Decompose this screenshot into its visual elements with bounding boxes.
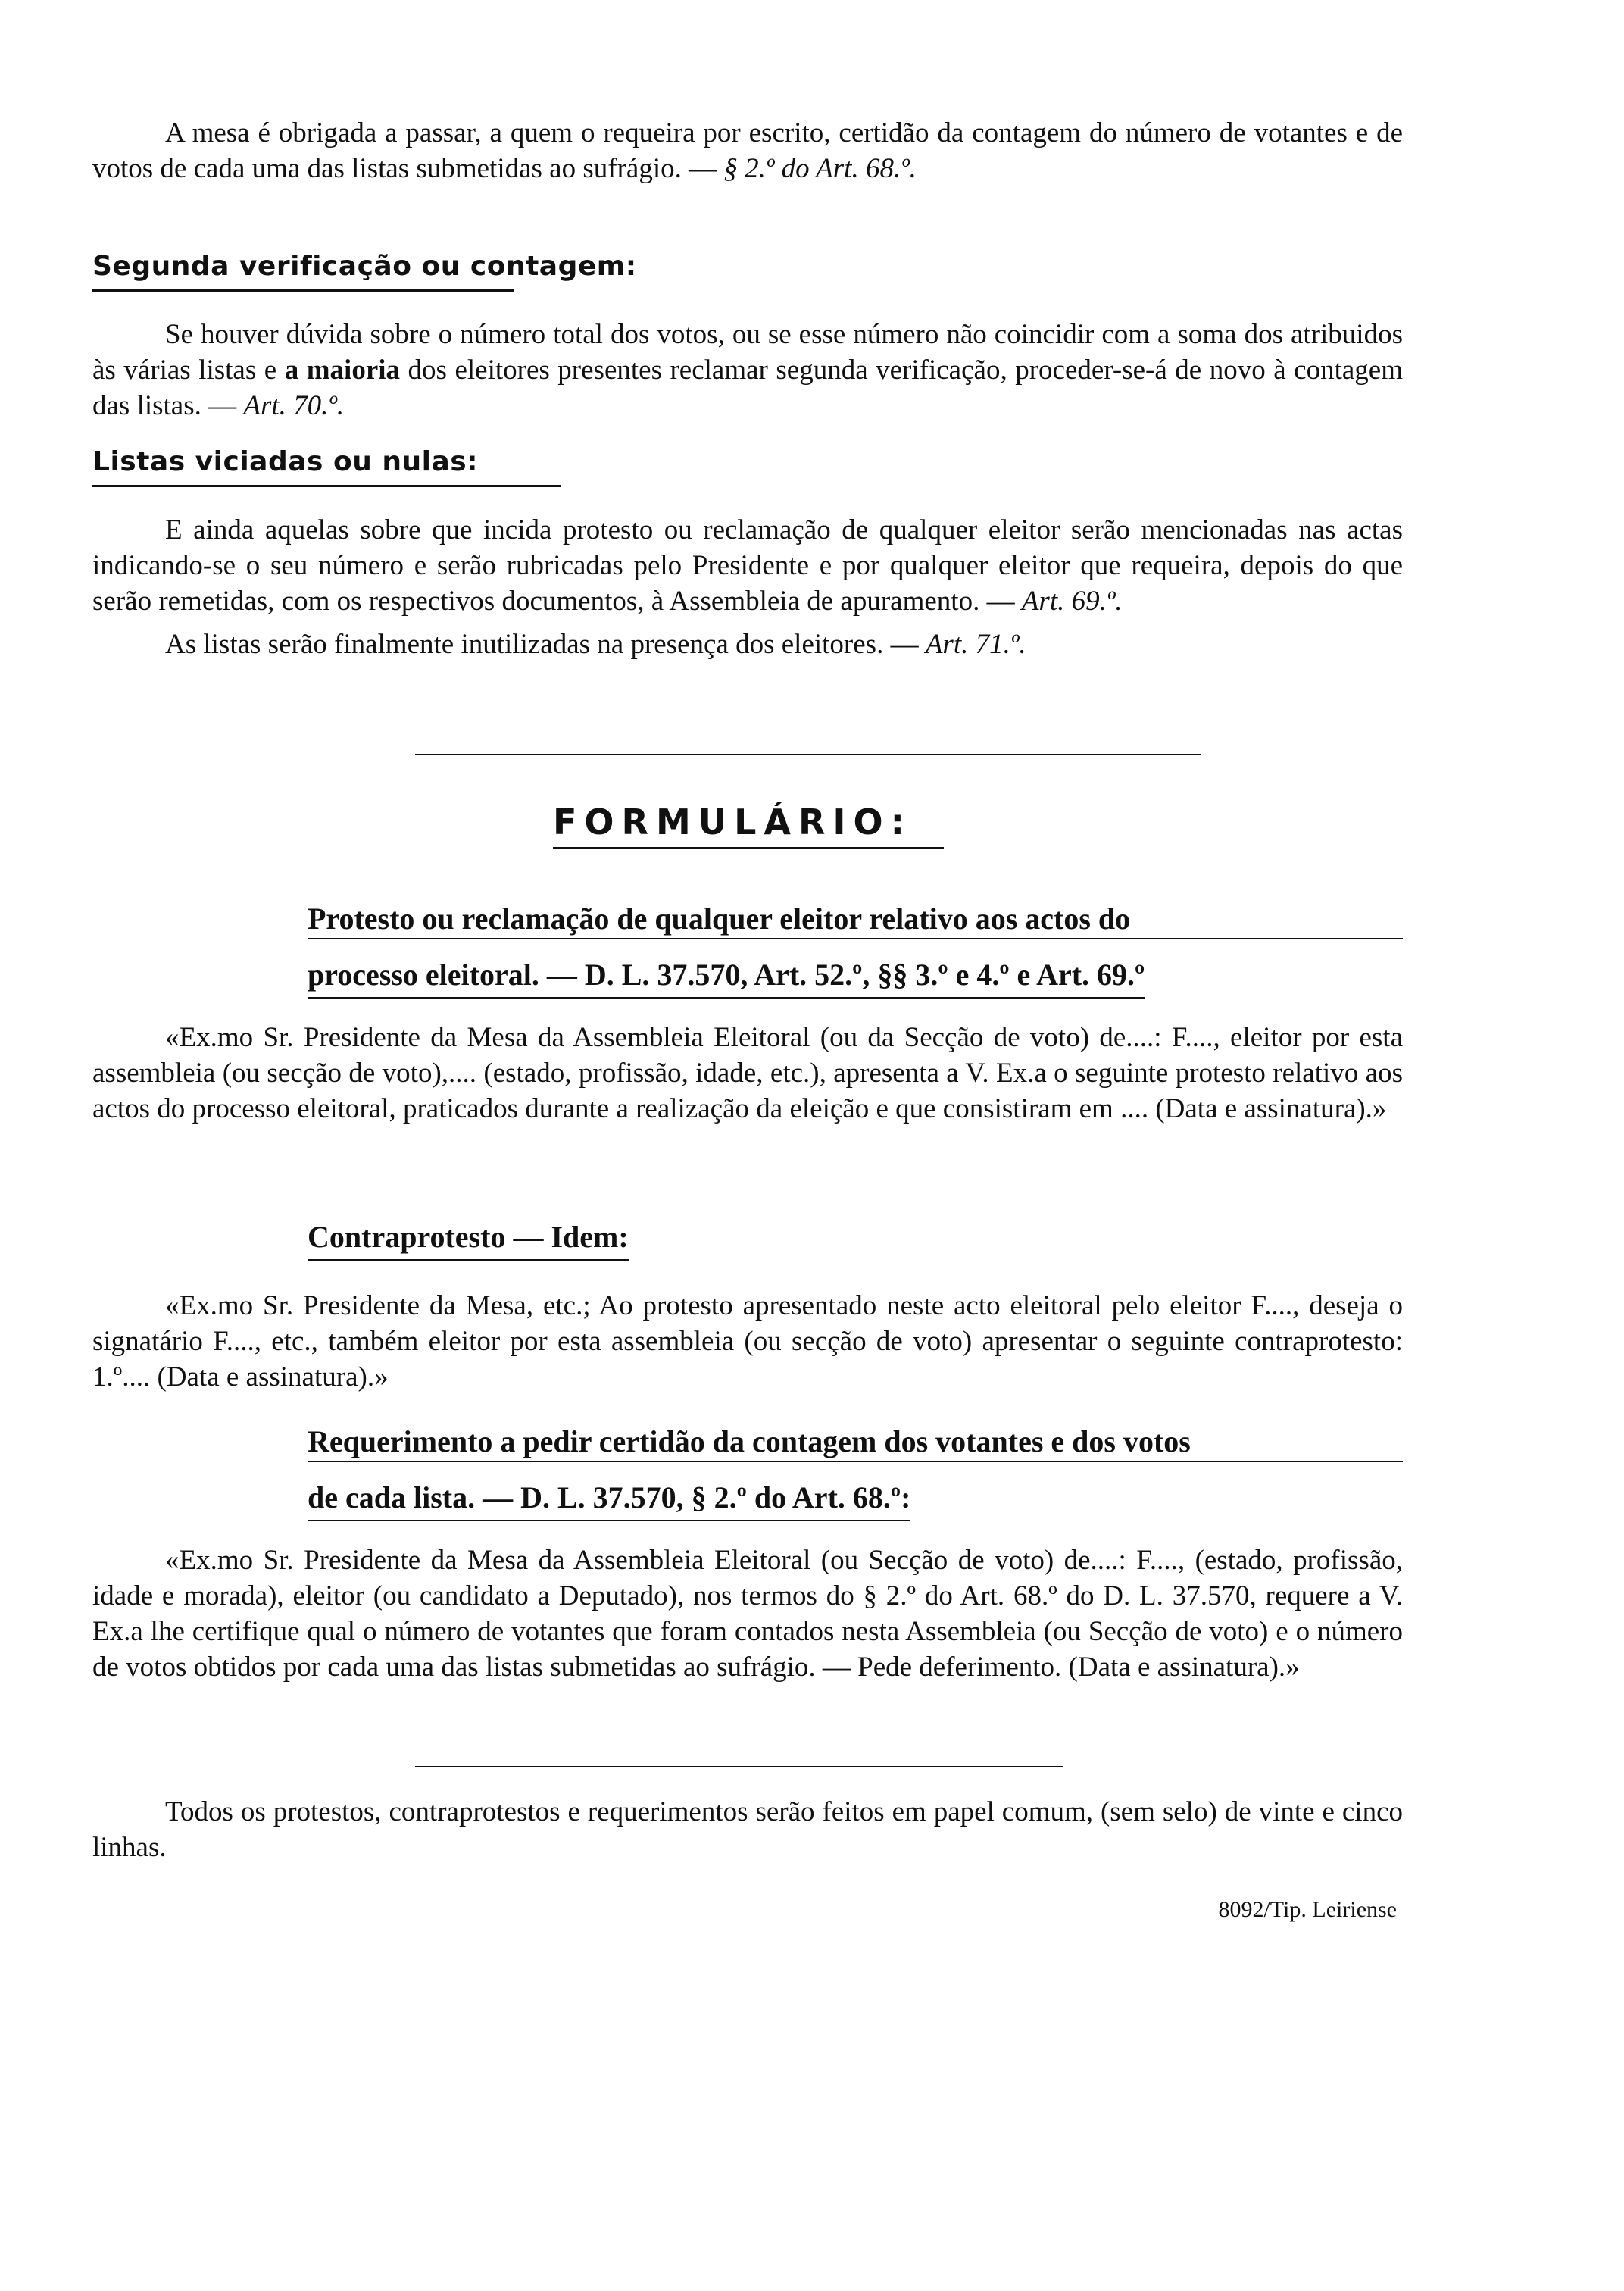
protesto-heading-line-1: Protesto ou reclamação de qualquer eleitor relativo aos actos do [308, 900, 1403, 939]
requerimento-heading [308, 1423, 1403, 1538]
contraprotesto-heading [308, 1218, 1403, 1277]
requerimento-paragraph [92, 1542, 1403, 1685]
separator-rule [415, 1766, 1063, 1767]
segunda-text-bold: a maioria [284, 355, 401, 386]
segunda-text-a: Se houver dúvida sobre o número total dos votos, ou se esse número não coincidir com a soma dos atribuidos às várias listas e [92, 319, 1403, 386]
heading-underline [92, 289, 514, 292]
listas-reference: Art. 69.º. [1021, 586, 1123, 617]
listas-inutilizadas-reference: Art. 71.º. [925, 629, 1026, 660]
printer-imprint: 8092/Tip. Leiriense [1218, 1897, 1397, 1922]
intro-reference: § 2.º do Art. 68.º. [723, 153, 917, 184]
requerimento-heading-line-1: Requerimento a pedir certidão da contagem dos votantes e dos votos [308, 1423, 1403, 1462]
protesto-heading [308, 900, 1403, 1015]
formulario-title: FORMULÁRIO: [553, 802, 913, 842]
contraprotesto-paragraph [92, 1288, 1403, 1395]
closing-paragraph [92, 1794, 1403, 1865]
requerimento-heading-line-2: de cada lista. — D. L. 37.570, § 2.º do Art. 68.º: [308, 1479, 910, 1521]
protesto-heading-line-2: processo eleitoral. — D. L. 37.570, Art. 52.º, §§ 3.º e 4.º e Art. 69.º [308, 956, 1145, 999]
protesto-paragraph [92, 1020, 1403, 1127]
listas-viciadas-paragraph [92, 512, 1403, 662]
listas-inutilizadas-text: As listas serão finalmente inutilizadas na presença dos eleitores. — [165, 629, 919, 660]
segunda-verificacao-paragraph [92, 317, 1403, 424]
segunda-text-b: dos eleitores presentes reclamar segunda verificação, proceder-se-á de novo à contagem das listas. — [92, 355, 1403, 421]
contraprotesto-text: «Ex.mo Sr. Presidente da Mesa, etc.; Ao protesto apresentado neste acto eleitoral pelo eleitor F...., deseja o signatário F...., etc., também eleitor por esta assembleia (ou secção de voto) apresentar o seguinte contraprotesto: 1.º.... (Data e assinatura).» [92, 1290, 1403, 1392]
heading-listas-viciadas: Listas viciadas ou nulas: [92, 446, 479, 477]
separator-rule [415, 754, 1201, 755]
intro-text: A mesa é obrigada a passar, a quem o requeira por escrito, certidão da contagem do número de votantes e de votos de cada uma das listas submetidas ao sufrágio. — [92, 117, 1403, 184]
intro-paragraph [92, 115, 1403, 186]
closing-text: Todos os protestos, contraprotestos e requerimentos serão feitos em papel comum, (sem selo) de vinte e cinco linhas. [92, 1796, 1403, 1863]
listas-text: E ainda aquelas sobre que incida protesto ou reclamação de qualquer eleitor serão mencionadas nas actas indicando-se o seu número e serão rubricadas pelo Presidente e por qualquer eleitor que requeira, depois do que serão remetidas, com os respectivos documentos, à Assembleia de apuramento. — [92, 514, 1403, 617]
heading-segunda-verificacao: Segunda verificação ou contagem: [92, 251, 637, 282]
contraprotesto-heading-text: Contraprotesto — Idem: [308, 1218, 629, 1261]
requerimento-text: «Ex.mo Sr. Presidente da Mesa da Assembleia Eleitoral (ou Secção de voto) de....: F...., (estado, profissão, idade e morada), eleitor (ou candidato a Deputado), nos termos do § 2.º do Art. 68.º do D. L. 37.570, requere a V. Ex.a lhe certifique qual o número de votantes que foram contados nesta Assembleia (ou Secção de voto) e o número de votos obtidos por cada uma das listas submetidas ao sufrágio. — Pede deferimento. (Data e assinatura).» [92, 1545, 1403, 1683]
segunda-reference: Art. 70.º. [243, 390, 345, 421]
heading-underline [92, 485, 561, 487]
formulario-underline [553, 847, 944, 849]
protesto-text: «Ex.mo Sr. Presidente da Mesa da Assembleia Eleitoral (ou da Secção de voto) de....: F...., eleitor por esta assembleia (ou secção de voto),.... (estado, profissão, idade, etc.), apresenta a V. Ex.a o seguinte protesto relativo aos actos do processo eleitoral, praticados durante a realização da eleição e que consistiram em .... (Data e assinatura).» [92, 1022, 1403, 1124]
